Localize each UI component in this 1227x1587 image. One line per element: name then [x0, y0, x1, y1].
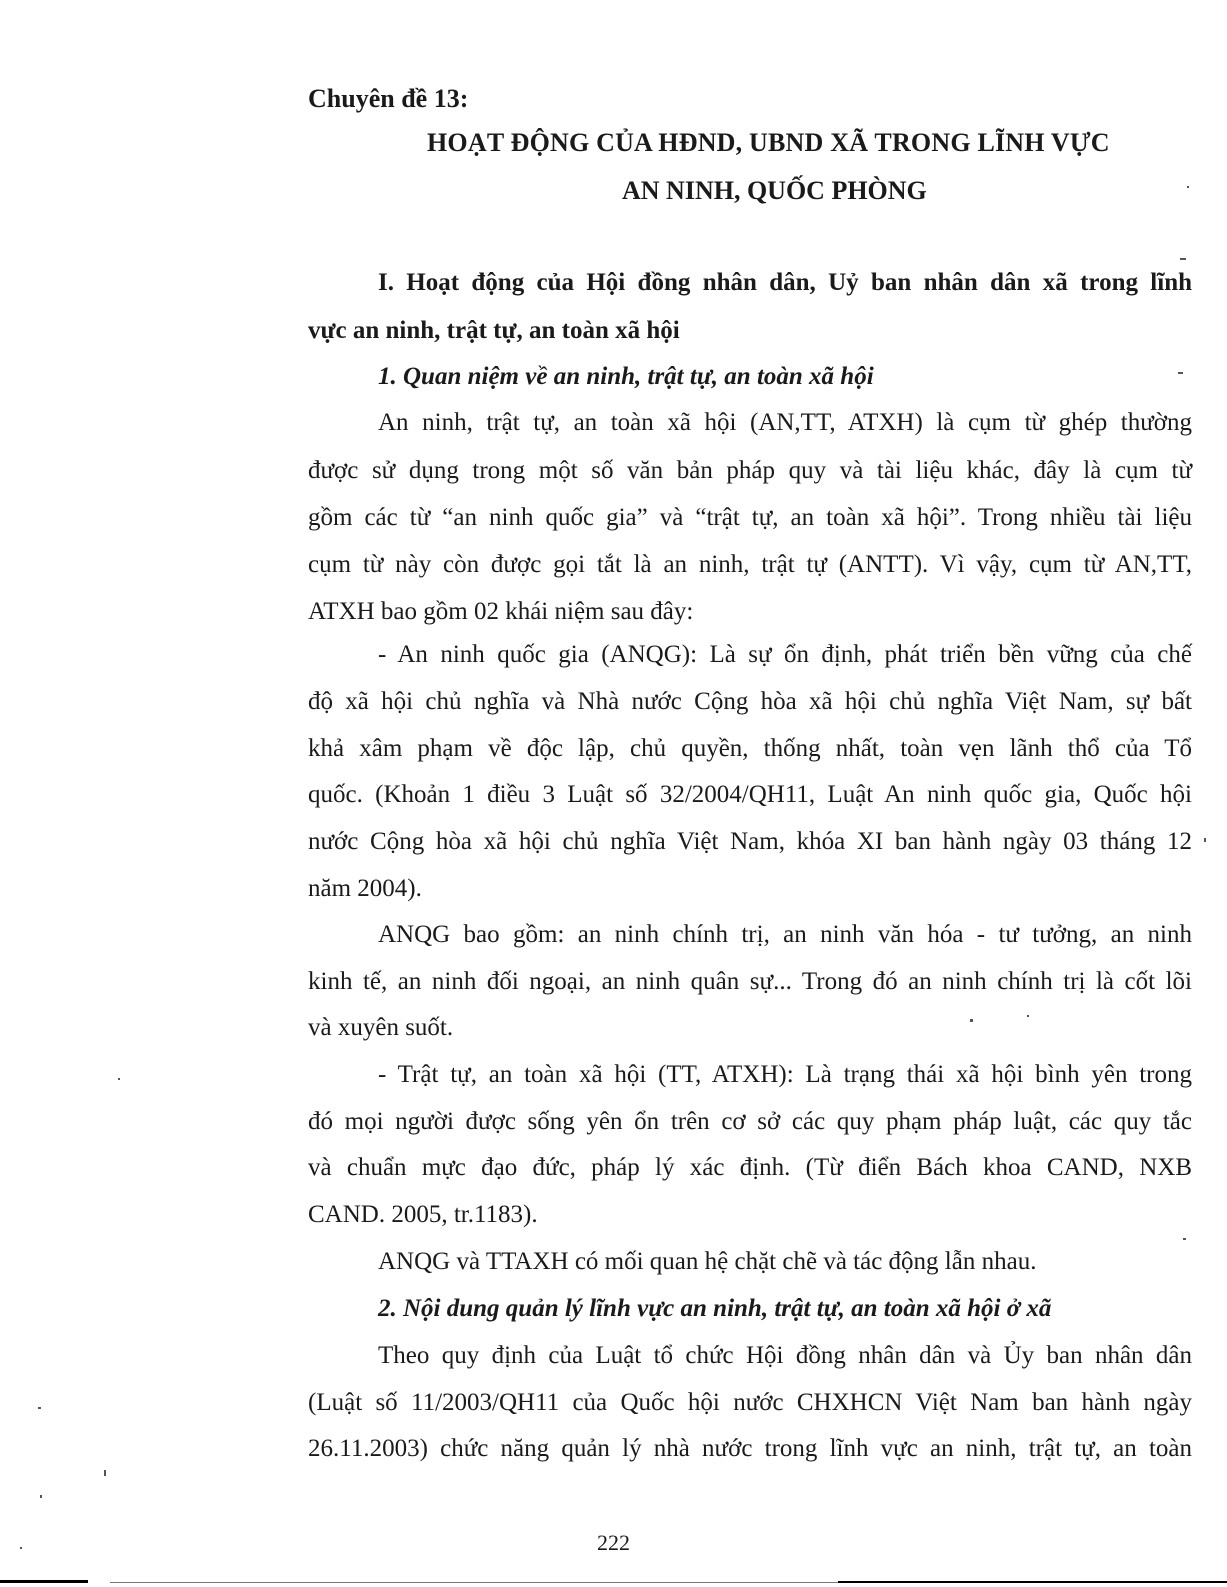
scan-edge-line	[110, 1582, 840, 1583]
paragraph-line: 26.11.2003) chức năng quản lý nhà nước trong lĩnh vực an ninh, trật tự, an toàn	[308, 1435, 1192, 1462]
scan-speck	[20, 1547, 22, 1549]
scan-speck	[1180, 258, 1186, 260]
document-title-line-1: HOẠT ĐỘNG CỦA HĐND, UBND XÃ TRONG LĨNH VỰC	[427, 128, 1110, 157]
scan-speck	[1027, 1015, 1029, 1017]
paragraph-line: khả xâm phạm về độc lập, chủ quyền, thống nhất, toàn vẹn lãnh thổ của Tổ	[308, 735, 1192, 762]
paragraph-line: (Luật số 11/2003/QH11 của Quốc hội nước CHXHCN Việt Nam ban hành ngày	[308, 1389, 1192, 1416]
paragraph-line: năm 2004).	[308, 875, 422, 902]
paragraph-line: quốc. (Khoản 1 điều 3 Luật số 32/2004/QH11, Luật An ninh quốc gia, Quốc hội	[308, 781, 1192, 808]
subsection-1-heading: 1. Quan niệm về an ninh, trật tự, an toàn xã hội	[378, 363, 874, 390]
chapter-label: Chuyên đề 13:	[308, 84, 469, 113]
paragraph-line: kinh tế, an ninh đối ngoại, an ninh quân sự... Trong đó an ninh chính trị là cốt lõi	[308, 968, 1192, 995]
paragraph-line: cụm từ này còn được gọi tắt là an ninh, trật tự (ANTT). Vì vậy, cụm từ AN,TT,	[308, 551, 1192, 578]
document-title-line-2: AN NINH, QUỐC PHÒNG	[622, 176, 927, 205]
page-number: 222	[597, 1530, 630, 1555]
scan-speck	[40, 1495, 42, 1498]
paragraph-line: An ninh, trật tự, an toàn xã hội (AN,TT, ATXH) là cụm từ ghép thường	[378, 409, 1192, 436]
paragraph-line: và xuyên suốt.	[308, 1014, 454, 1041]
paragraph-line: CAND. 2005, tr.1183).	[308, 1201, 538, 1228]
subsection-2-heading: 2. Nội dung quản lý lĩnh vực an ninh, trật tự, an toàn xã hội ở xã	[378, 1295, 1052, 1322]
paragraph-line: gồm các từ “an ninh quốc gia” và “trật tự, an toàn xã hội”. Trong nhiều tài liệu	[308, 504, 1192, 531]
paragraph-line: - Trật tự, an toàn xã hội (TT, ATXH): Là trạng thái xã hội bình yên trong	[378, 1061, 1192, 1088]
paragraph-line: nước Cộng hòa xã hội chủ nghĩa Việt Nam, khóa XI ban hành ngày 03 tháng 12	[308, 828, 1192, 855]
scan-speck	[1178, 372, 1183, 374]
scan-speck	[118, 1078, 120, 1080]
scan-edge-line	[0, 1580, 88, 1583]
section-1-heading-line-1: I. Hoạt động của Hội đồng nhân dân, Uỷ ban nhân dân xã trong lĩnh	[378, 269, 1192, 296]
scan-speck	[1204, 838, 1206, 842]
scan-speck	[104, 1470, 106, 1476]
paragraph-line: và chuẩn mực đạo đức, pháp lý xác định. (Từ điển Bách khoa CAND, NXB	[308, 1154, 1192, 1181]
section-1-heading-line-2: vực an ninh, trật tự, an toàn xã hội	[308, 317, 680, 344]
paragraph-line: được sử dụng trong một số văn bản pháp quy và tài liệu khác, đây là cụm từ	[308, 457, 1192, 484]
scan-speck	[1183, 1238, 1186, 1240]
scan-speck	[38, 1407, 41, 1409]
scan-speck	[1187, 186, 1189, 188]
scan-speck	[970, 1019, 973, 1022]
paragraph-line: ANQG và TTAXH có mối quan hệ chặt chẽ và tác động lẫn nhau.	[378, 1248, 1037, 1275]
paragraph-line: đó mọi người được sống yên ổn trên cơ sở các quy phạm pháp luật, các quy tắc	[308, 1108, 1192, 1135]
scan-edge-line	[838, 1581, 1227, 1583]
paragraph-line: ANQG bao gồm: an ninh chính trị, an ninh văn hóa - tư tưởng, an ninh	[378, 921, 1192, 948]
paragraph-line: - An ninh quốc gia (ANQG): Là sự ổn định, phát triển bền vững của chế	[378, 641, 1192, 668]
paragraph-line: Theo quy định của Luật tổ chức Hội đồng nhân dân và Ủy ban nhân dân	[378, 1342, 1192, 1369]
paragraph-line: ATXH bao gồm 02 khái niệm sau đây:	[308, 598, 694, 625]
paragraph-line: độ xã hội chủ nghĩa và Nhà nước Cộng hòa xã hội chủ nghĩa Việt Nam, sự bất	[308, 688, 1192, 715]
